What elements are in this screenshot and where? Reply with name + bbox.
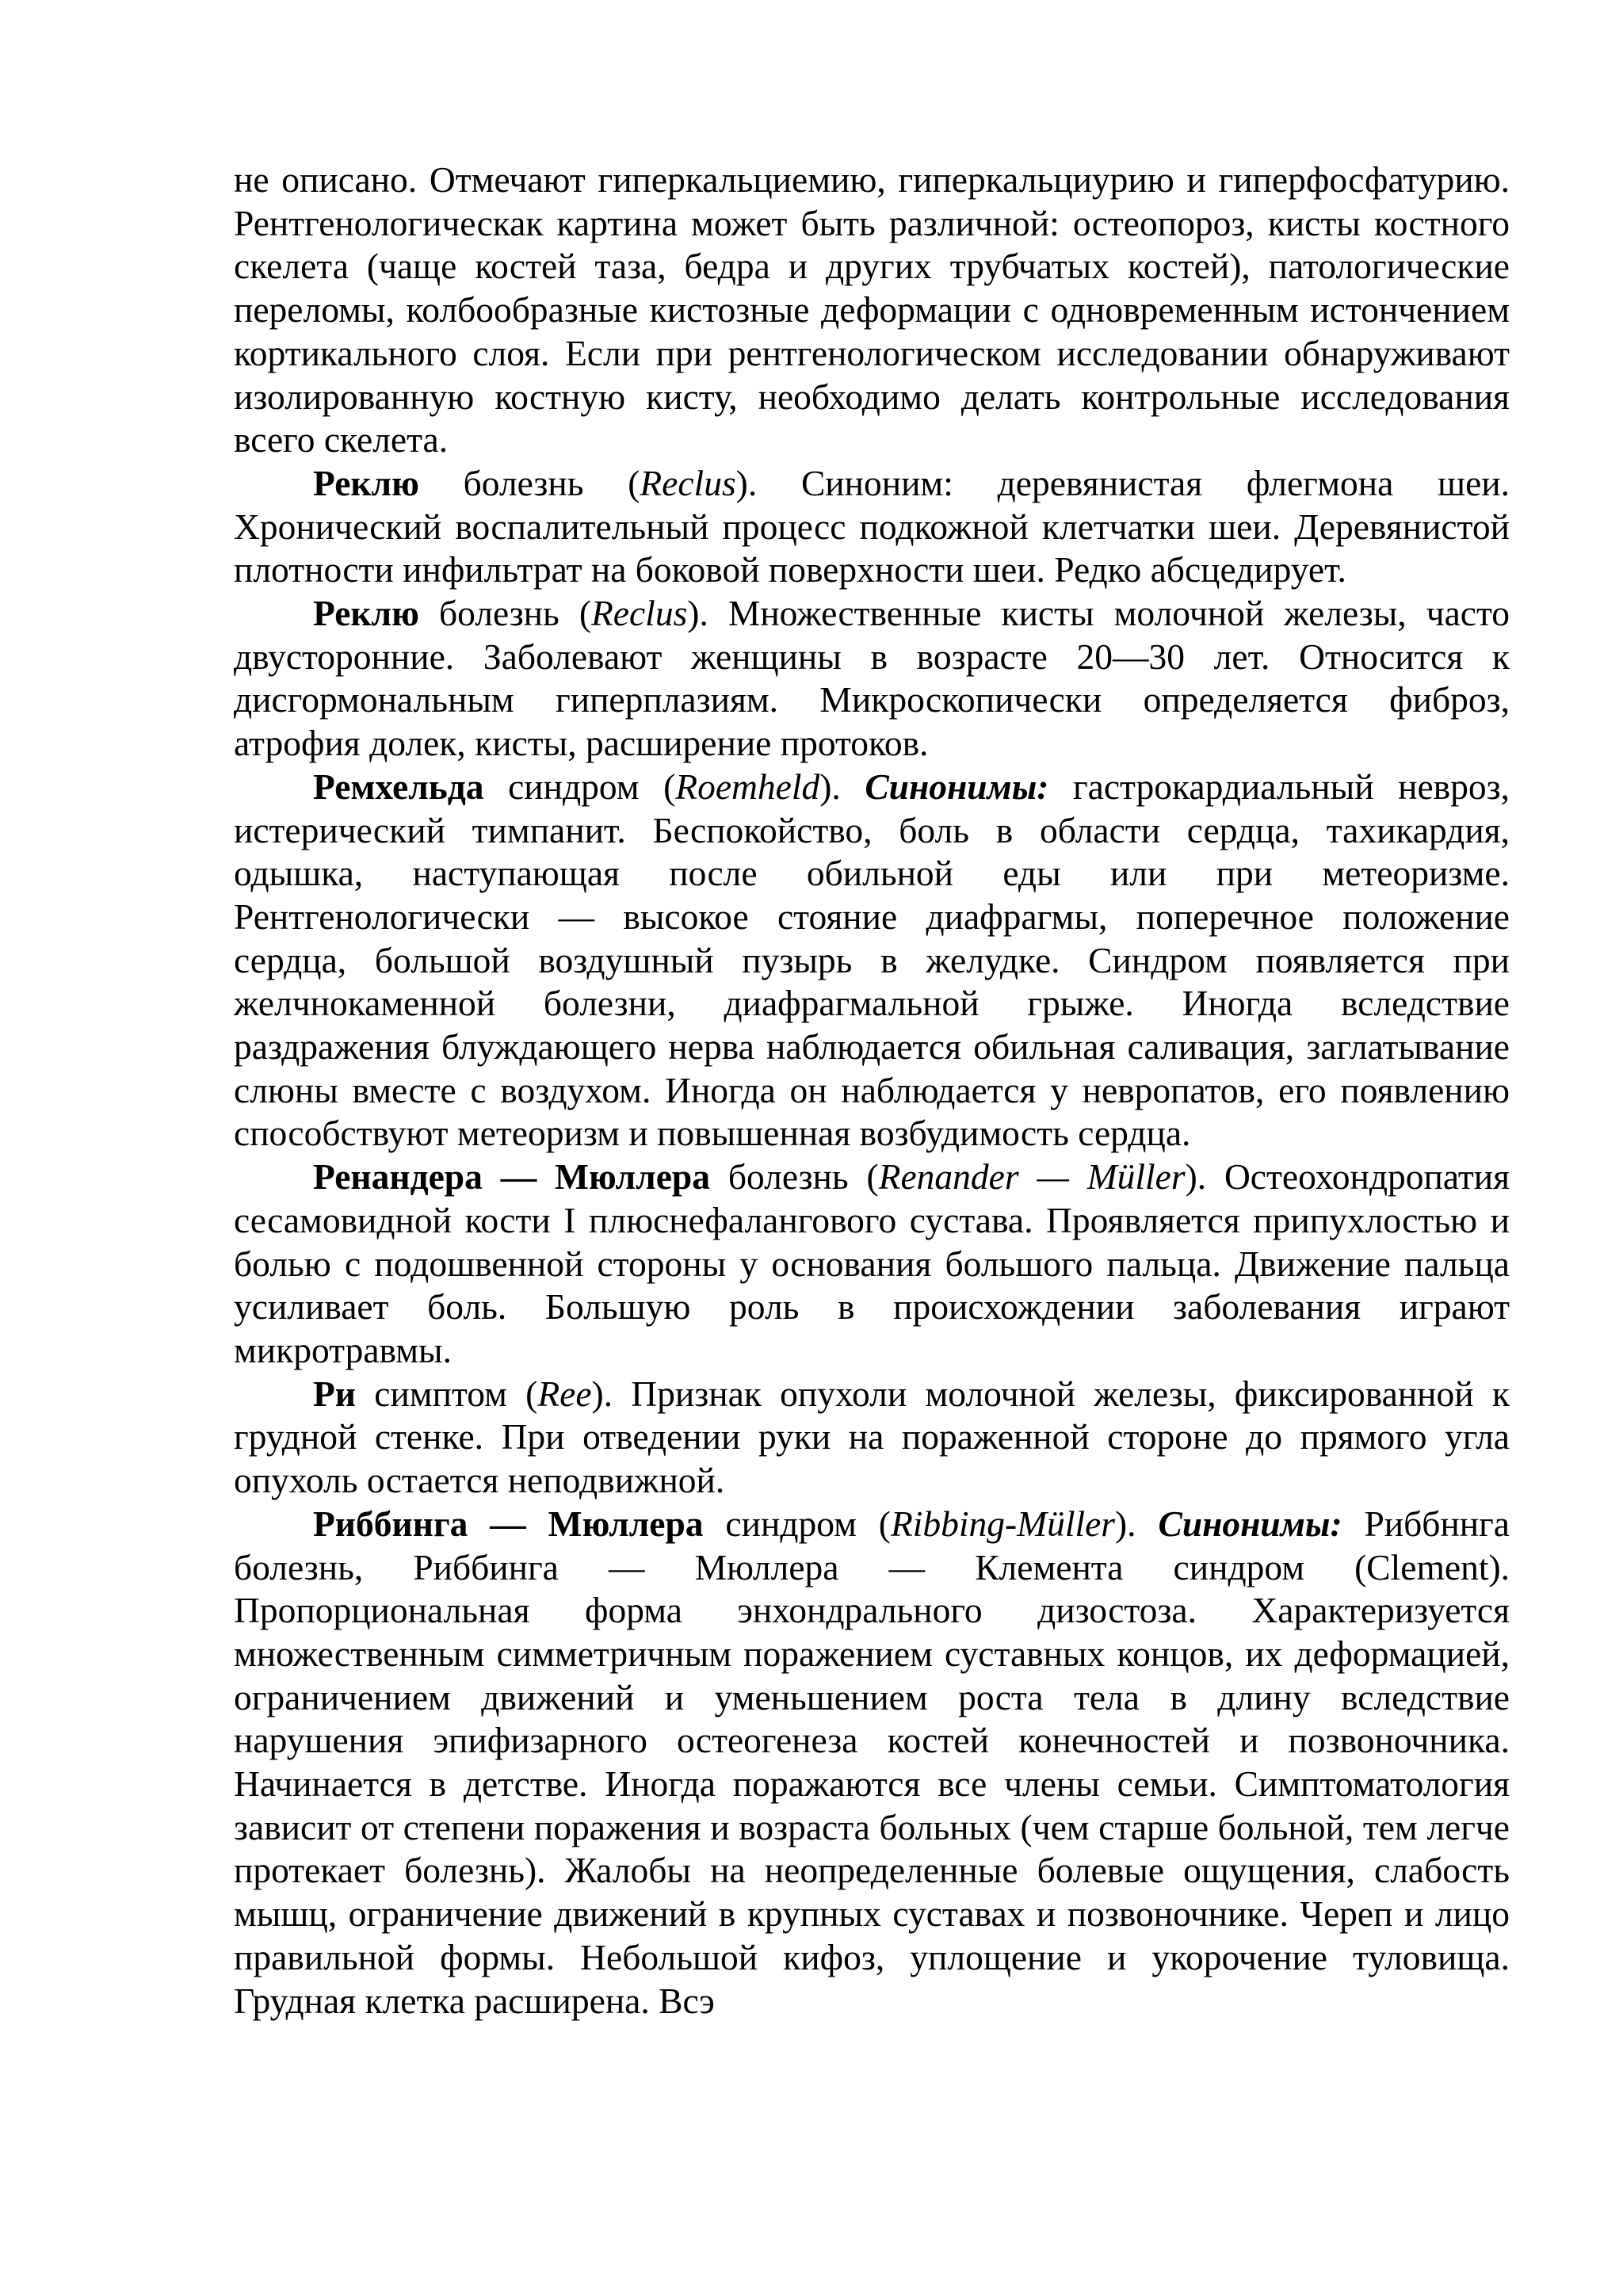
- term-latin-name: Reclus: [591, 593, 688, 634]
- paragraph-hyperparathyroidism-continuation: [234, 159, 1510, 462]
- body-text: болезнь (: [418, 593, 591, 634]
- body-text: гастрокардиальный невроз, истерический тимпанит. Беспокойство, боль в области сердца, тахикардия, одышка, наступающая после обильной еды или при метеоризме. Рентгенологически — высокое стояние диафрагмы, поперечное положение сердца, большой воздушный пузырь в желудке. Синдром появляется при желчнокаменной болезни, диафрагмальной грыже. Иногда вследствие раздражения блуждающего нерва наблюдается обильная саливация, заглатывание слюны вместе с воздухом. Иногда он наблюдается у невропатов, его появлению способствуют метеоризм и повышенная возбудимость сердца.: [234, 766, 1510, 1154]
- term-latin-name: Renander — Müller: [878, 1156, 1186, 1198]
- body-text: ).: [1115, 1503, 1159, 1544]
- synonyms-label: Синонимы:: [1158, 1503, 1342, 1544]
- body-text: ). Признак опухоли молочной железы, фиксированной к грудной стенке. При отведении руки на пораженной стороне до прямого угла опухоль остается неподвижной.: [234, 1373, 1510, 1501]
- paragraph-reclus-breast: [234, 592, 1510, 766]
- term-latin-name: Ribbing-Müller: [890, 1503, 1116, 1544]
- term-name: Ренандера — Мюллера: [313, 1156, 710, 1198]
- body-text: не описано. Отмечают гиперкальциемию, гиперкальциурию и гиперфосфатурию. Рентгенологическак картина может быть различной: остеопороз, кисты костного скелета (чаще костей таза, бедра и других трубчатых костей), патологические переломы, колбообразные кистозные деформации с одновременным истончением кортикального слоя. Если при рентгенологическом исследовании обнаруживают изолированную костную кисту, необходимо делать контрольные исследования всего скелета.: [234, 159, 1510, 460]
- body-text: синдром (: [703, 1503, 891, 1544]
- body-text: ). Синоним: деревянистая флегмона шеи. Хронический воспалительный процесс подкожной клетчатки шеи. Деревянистой плотности инфильтрат на боковой поверхности шеи. Редко абсцедирует.: [234, 462, 1510, 590]
- term-name: Ри: [313, 1373, 357, 1414]
- term-name: Ремхельда: [313, 766, 484, 807]
- term-latin-name: Roemheld: [675, 766, 820, 807]
- body-text: ). Множественные кисты молочной железы, часто двусторонние. Заболевают женщины в возрасте 20—30 лет. Относится к дисгормональным гиперплазиям. Микроскопически определяется фиброз, атрофия долек, кисты, расширение протоков.: [234, 593, 1510, 764]
- term-name: Риббинга — Мюллера: [313, 1503, 704, 1544]
- body-text: болезнь (: [418, 462, 640, 503]
- body-text: Риббннга болезнь, Риббинга — Мюллера — Клемента синдром (Clement). Пропорциональная форма энхондрального дизостоза. Характеризуется множественным симметричным поражением суставных концов, их деформацией, ограничением движений и уменьшением роста тела в длину вследствие нарушения эпифизарного остеогенеза костей конечностей и позвоночника. Начинается в детстве. Иногда поражаются все члены семьи. Симптоматология зависит от степени поражения и возраста больных (чем старше больной, тем легче протекает болезнь). Жалобы на неопределенные болевые ощущения, слабость мышц, ограничение движений в крупных суставах и позвоночнике. Череп и лицо правильной формы. Небольшой кифоз, уплощение и укорочение туловища. Грудная клетка расширена. Всэ: [234, 1503, 1510, 2021]
- term-name: Реклю: [313, 462, 419, 503]
- paragraph-renander-muller: [234, 1156, 1510, 1373]
- paragraph-ribbing-muller: [234, 1503, 1510, 2023]
- body-text: синдром (: [483, 766, 676, 807]
- body-text: ).: [819, 766, 865, 807]
- document-page: [234, 159, 1510, 2023]
- term-latin-name: Reclus: [640, 462, 736, 503]
- body-text: болезнь (: [709, 1156, 879, 1198]
- paragraph-reclus-neck: [234, 462, 1510, 592]
- term-name: Реклю: [313, 593, 419, 634]
- synonyms-label: Синонимы:: [865, 766, 1049, 807]
- term-latin-name: Ree: [537, 1373, 592, 1414]
- body-text: симптом (: [356, 1373, 538, 1414]
- body-text: ). Остеохондропатия сесамовидной кости I плюснефалангового сустава. Проявляется припухлостью и болью с подошвенной стороны у основания большого пальца. Движение пальца усиливает боль. Большую роль в происхождении заболевания играют микротравмы.: [234, 1156, 1510, 1370]
- paragraph-roemheld: [234, 766, 1510, 1156]
- paragraph-ree: [234, 1373, 1510, 1503]
